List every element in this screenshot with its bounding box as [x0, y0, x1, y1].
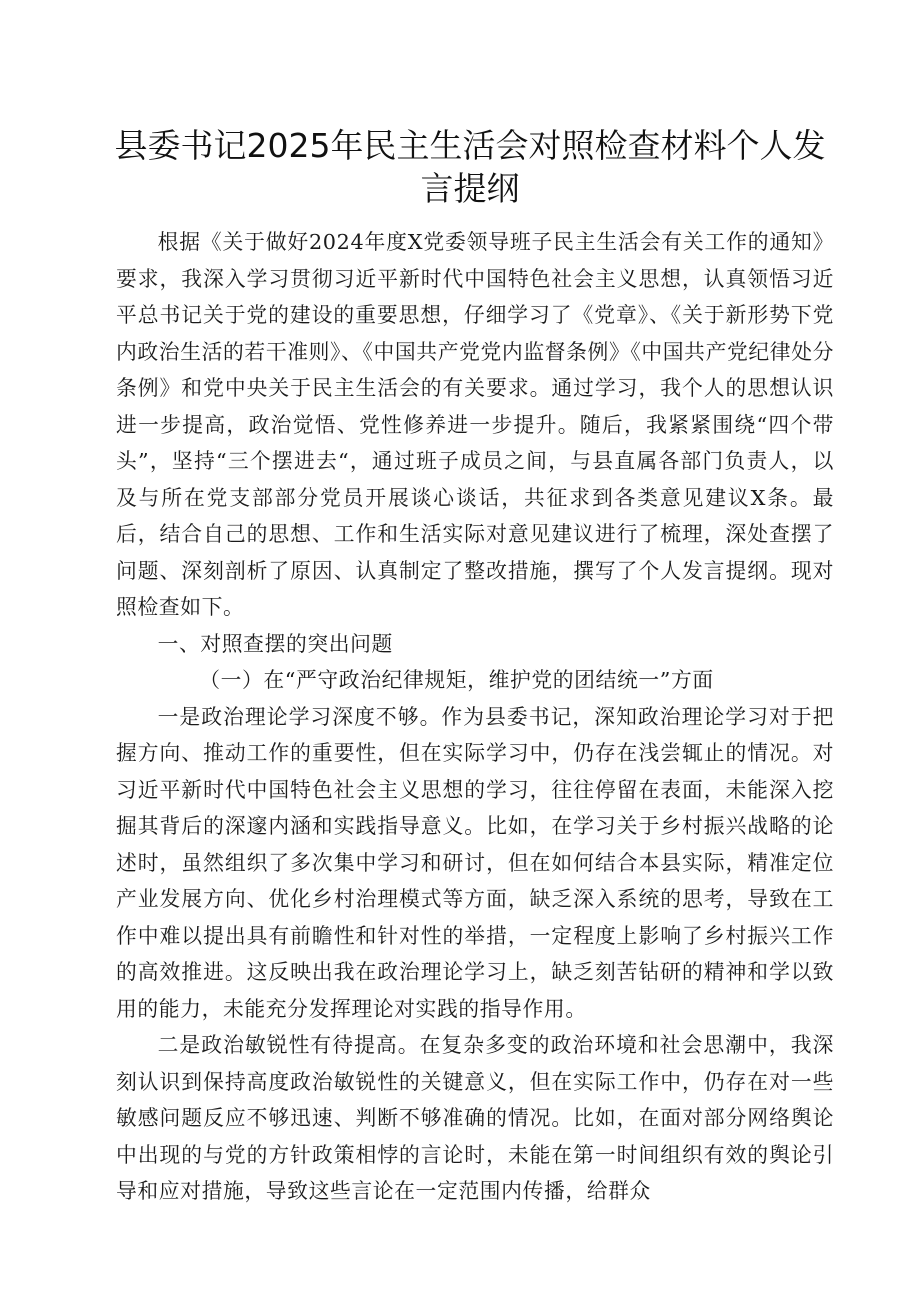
document-body [116, 224, 834, 1210]
body-paragraph: 二是政治敏锐性有待提高。在复杂多变的政治环境和社会思潮中，我深刻认识到保持高度政治敏锐性的关键意义，但在实际工作中，仍存在对一些敏感问题反应不够迅速、判断不够准确的情况。比如，在面对部分网络舆论中出现的与党的方针政策相悖的言论时，未能在第一时间组织有效的舆论引导和应对措施，导致这些言论在一定范围内传播，给群众 [116, 1033, 834, 1203]
section-heading: 一、对照查摆的突出问题 [157, 631, 393, 656]
intro-paragraph: 根据《关于做好2024年度X党委领导班子民主生活会有关工作的通知》要求，我深入学习贯彻习近平新时代中国特色社会主义思想，认真领悟习近平总书记关于党的建设的重要思想，仔细学习了《党章》、《关于新形势下党内政治生活的若干准则》、《中国共产党党内监督条例》《中国共产党纪律处分条例》和党中央关于民主生活会的有关要求。通过学习，我个人的思想认识进一步提高，政治觉悟、党性修养进一步提升。随后，我紧紧围绕“四个带头”，坚持“三个摆进去“，通过班子成员之间，与县直属各部门负责人，以及与所在党支部部分党员开展谈心谈话，共征求到各类意见建议X条。最后，结合自己的思想、工作和生活实际对意见建议进行了梳理，深处查摆了问题、深刻剖析了原因、认真制定了整改措施，撰写了个人发言提纲。现对照检查如下。 [116, 230, 834, 619]
body-paragraph: 一是政治理论学习深度不够。作为县委书记，深知政治理论学习对于把握方向、推动工作的重要性，但在实际学习中，仍存在浅尝辄止的情况。对习近平新时代中国特色社会主义思想的学习，往往停留在表面，未能深入挖掘其背后的深邃内涵和实践指导意义。比如，在学习关于乡村振兴战略的论述时，虽然组织了多次集中学习和研讨，但在如何结合本县实际，精准定位产业发展方向、优化乡村治理模式等方面，缺乏深入系统的思考，导致在工作中难以提出具有前瞻性和针对性的举措，一定程度上影响了乡村振兴工作的高效推进。这反映出我在政治理论学习上，缺乏刻苦钻研的精神和学以致用的能力，未能充分发挥理论对实践的指导作用。 [116, 704, 834, 1021]
subsection-heading: （一）在“严守政治纪律规矩，维护党的团结统一”方面 [199, 668, 714, 692]
document-title: 县委书记2025年民主生活会对照检查材料个人发言提纲 [114, 126, 826, 208]
